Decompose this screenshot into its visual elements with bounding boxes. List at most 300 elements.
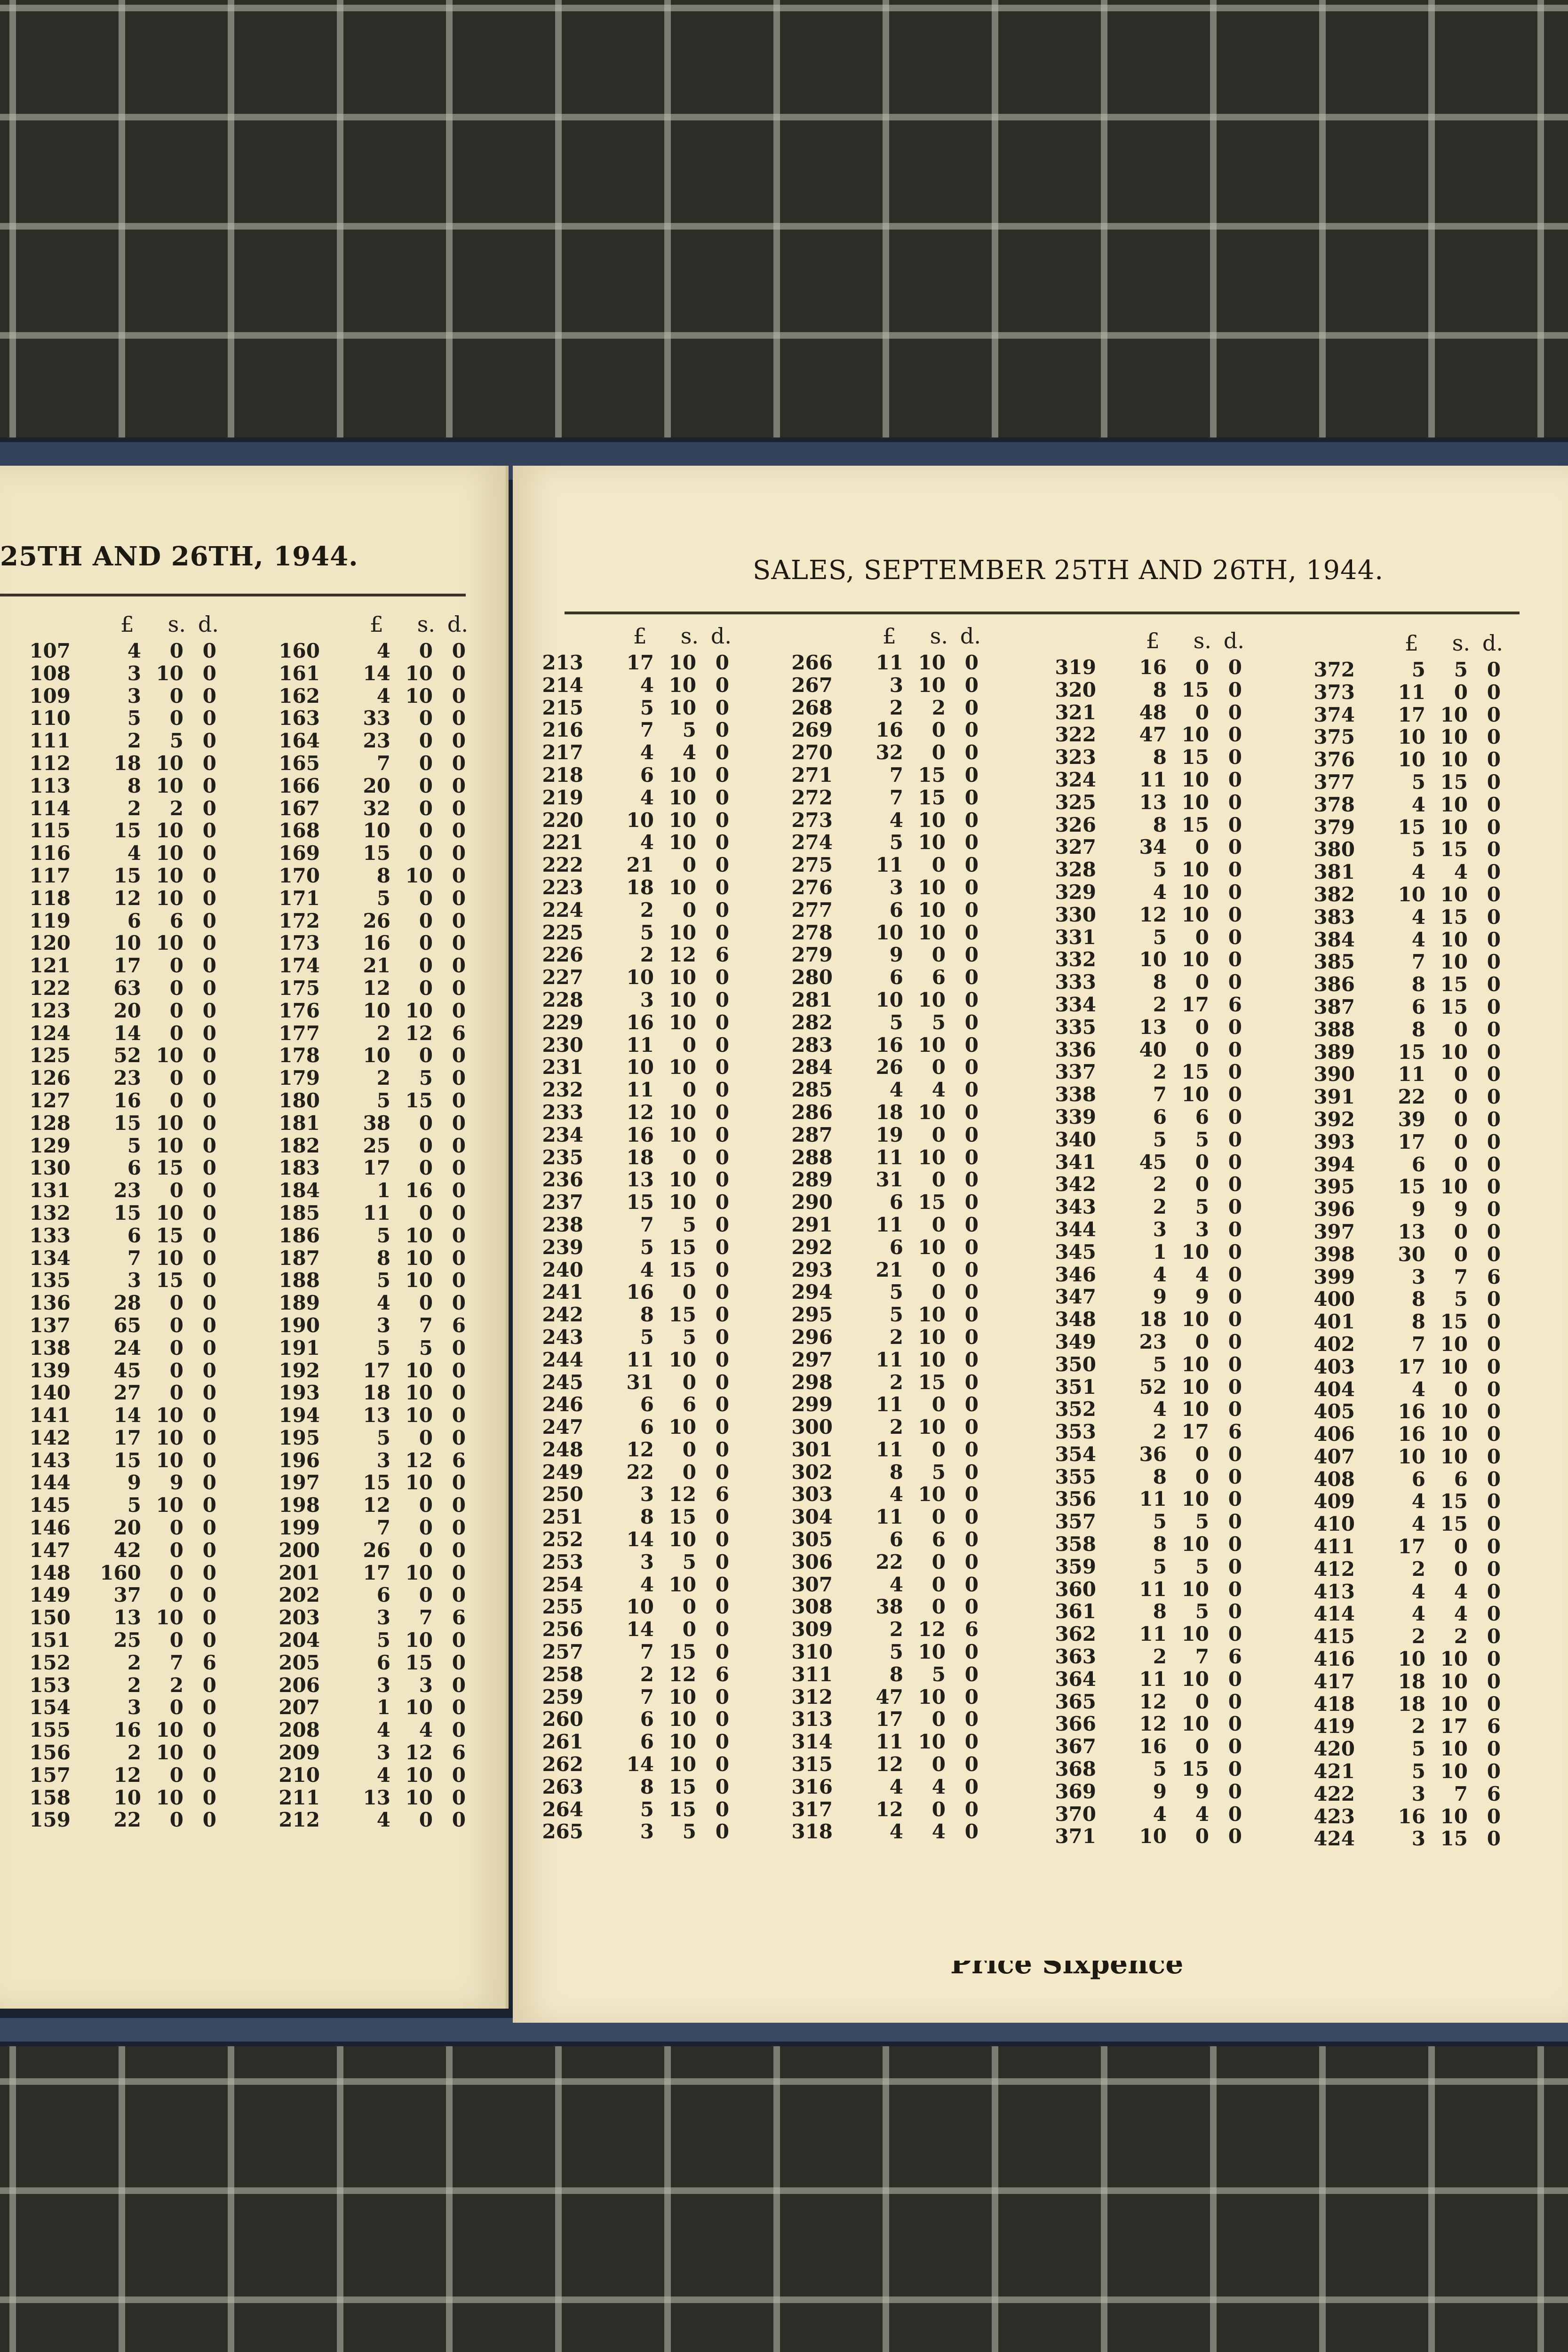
price-pence: 6 [1472,1715,1501,1738]
lot-row [1044,1151,1251,1174]
lot-number: 363 [1044,1645,1096,1668]
price-pounds: 14 [602,1528,654,1551]
price-pounds: 2 [1374,1558,1425,1581]
lot-row [19,1269,226,1292]
price-pounds: 12 [89,887,141,910]
price-pence: 0 [1472,1131,1501,1153]
price-pounds: 14 [339,662,390,685]
price-pounds: 11 [339,1202,390,1224]
lot-row [268,1089,475,1112]
lot-number: 205 [268,1652,320,1674]
price-pounds: 13 [1374,1221,1425,1243]
price-shillings: 10 [1430,816,1468,839]
price-pounds: 6 [339,1652,390,1674]
price-pounds: 12 [1115,1713,1167,1735]
lot-number: 228 [532,989,583,1011]
price-shillings: 0 [146,1809,183,1831]
lot-number: 207 [268,1696,320,1719]
lot-number: 148 [19,1562,71,1584]
lot-row [1044,836,1251,858]
price-pence: 0 [950,1191,979,1214]
lot-row [268,887,475,910]
price-pence: 6 [1214,1645,1242,1668]
price-pounds: 17 [339,1562,390,1584]
price-shillings: 10 [908,1034,946,1057]
price-pounds: 17 [602,652,654,674]
price-pence: 0 [701,1731,729,1753]
price-pounds: 5 [1374,1738,1425,1760]
price-pence: 0 [438,1517,466,1539]
lot-row [781,1731,988,1753]
lot-number: 391 [1303,1086,1355,1108]
lot-row [1303,726,1510,748]
price-pounds: 15 [339,1471,390,1494]
lot-row [1303,1693,1510,1716]
price-pounds: 8 [1115,1600,1167,1623]
price-pounds: 18 [1374,1693,1425,1716]
price-shillings: 0 [659,1034,696,1057]
price-pence: 0 [188,1787,216,1809]
price-pence: 0 [950,854,979,876]
price-pence: 0 [1214,1713,1242,1735]
price-pence: 0 [1472,1603,1501,1625]
price-pence: 0 [1472,1333,1501,1356]
lot-number: 316 [781,1776,833,1798]
lot-number: 236 [532,1168,583,1191]
price-pounds: 8 [339,865,390,887]
price-shillings: 5 [1430,1288,1468,1311]
lot-row [268,1292,475,1314]
lot-row [268,1269,475,1292]
price-pence: 0 [438,1000,466,1022]
lot-number: 141 [19,1404,71,1427]
lot-row [1044,723,1251,746]
price-pence: 0 [438,1382,466,1404]
price-pounds: 11 [852,1349,903,1371]
price-shillings: 4 [1430,1603,1468,1625]
lot-number: 206 [268,1674,320,1697]
lot-row [781,1686,988,1708]
price-pence: 0 [701,1056,729,1079]
price-shillings: 10 [146,932,183,954]
price-pence: 0 [950,1663,979,1686]
lot-number: 405 [1303,1400,1355,1423]
price-pounds: 10 [339,1000,390,1022]
price-pounds: 5 [1115,1510,1167,1533]
lot-row [1303,748,1510,771]
lot-row [1044,1398,1251,1421]
lot-number: 156 [19,1741,71,1764]
lot-number: 139 [19,1359,71,1382]
price-pence: 0 [950,899,979,922]
lot-number: 253 [532,1551,583,1573]
price-pounds: 5 [1374,659,1425,681]
price-shillings: 0 [1171,1016,1209,1039]
lot-row [268,1471,475,1494]
price-pence: 0 [188,1022,216,1045]
lot-number: 351 [1044,1376,1096,1398]
price-pounds: 6 [602,1708,654,1731]
price-pounds: 4 [1374,861,1425,883]
price-pounds: 11 [602,1349,654,1371]
lot-row [19,685,226,707]
lot-number: 241 [532,1281,583,1303]
lot-number: 208 [268,1719,320,1741]
lot-number: 343 [1044,1196,1096,1218]
lot-row [781,1663,988,1686]
lot-number: 113 [19,775,71,797]
lot-row [1303,929,1510,951]
price-shillings: 10 [1171,1241,1209,1263]
lot-number: 399 [1303,1266,1355,1288]
price-pence: 0 [188,1202,216,1224]
lot-number: 145 [19,1494,71,1517]
lot-number: 252 [532,1528,583,1551]
price-pence: 6 [188,1652,216,1674]
price-pence: 0 [950,1686,979,1708]
price-pounds: 14 [602,1753,654,1776]
lot-number: 390 [1303,1063,1355,1086]
lot-row [781,1236,988,1259]
price-shillings: 15 [146,1157,183,1179]
price-pounds: 5 [1374,1760,1425,1783]
lot-row [268,1562,475,1584]
lot-number: 275 [781,854,833,876]
price-shillings: 0 [395,1157,433,1179]
price-pounds: 2 [1115,1645,1167,1668]
price-pounds: 6 [89,1157,141,1179]
lot-number: 332 [1044,948,1096,971]
lot-row [532,1236,739,1259]
lot-number: 415 [1303,1625,1355,1648]
price-pounds: 6 [89,910,141,932]
price-pence: 0 [950,674,979,697]
price-pounds: 9 [852,944,903,966]
price-shillings: 0 [1430,681,1468,704]
price-pounds: 5 [852,1011,903,1034]
price-pence: 0 [438,1157,466,1179]
price-pounds: 8 [1115,971,1167,993]
price-pence: 0 [1214,701,1242,724]
price-shillings: 10 [146,662,183,685]
price-pence: 0 [950,1371,979,1394]
lot-row [1044,769,1251,791]
price-shillings: 4 [908,1820,946,1843]
price-pounds: 47 [852,1686,903,1708]
price-pence: 0 [438,910,466,932]
price-shillings: 10 [1171,881,1209,904]
shillings-heading: s. [407,612,435,637]
price-shillings: 10 [146,1044,183,1067]
lot-number: 387 [1303,996,1355,1018]
lot-number: 418 [1303,1693,1355,1716]
price-pence: 0 [701,1101,729,1124]
lot-row [19,1719,226,1741]
price-shillings: 10 [659,674,696,697]
price-pence: 6 [438,1606,466,1629]
price-shillings: 10 [908,1483,946,1506]
price-shillings: 10 [659,1124,696,1146]
price-pounds: 52 [89,1044,141,1067]
price-pounds: 36 [1115,1443,1167,1466]
price-pounds: 3 [339,1314,390,1337]
lot-row [19,1674,226,1697]
lot-row [268,1606,475,1629]
price-pounds: 10 [1374,1446,1425,1468]
price-pounds: 8 [339,1247,390,1270]
price-pence: 0 [701,1011,729,1034]
price-pounds: 6 [852,1191,903,1214]
lot-number: 235 [532,1146,583,1169]
price-shillings: 0 [146,685,183,707]
lot-row [19,865,226,887]
price-shillings: 10 [659,922,696,944]
price-pounds: 3 [1374,1266,1425,1288]
price-pounds: 5 [89,1494,141,1517]
lot-row [19,1539,226,1562]
lot-row [1044,1263,1251,1286]
lot-number: 338 [1044,1083,1096,1106]
lot-row [19,1471,226,1494]
left-header-rule [0,594,466,596]
price-pence: 0 [438,1337,466,1359]
price-pounds: 12 [89,1764,141,1787]
price-pounds: 26 [852,1056,903,1079]
price-pence: 0 [438,1674,466,1697]
price-pence: 0 [438,1809,466,1831]
price-pence: 0 [1472,951,1501,973]
lot-number: 181 [268,1112,320,1135]
price-shillings: 10 [395,1404,433,1427]
lot-row [1303,1153,1510,1176]
price-pounds: 3 [1115,1218,1167,1241]
price-shillings: 12 [395,1741,433,1764]
lot-number: 375 [1303,726,1355,748]
lot-row [1303,1243,1510,1266]
lot-row [268,1719,475,1741]
lot-row [268,1135,475,1157]
price-pence: 0 [188,1247,216,1270]
lot-number: 111 [19,730,71,752]
price-shillings: 0 [395,1809,433,1831]
price-pounds: 11 [852,1146,903,1169]
lot-number: 265 [532,1820,583,1843]
price-pounds: 16 [602,1281,654,1303]
lot-row [19,842,226,865]
price-pounds: 8 [1115,814,1167,836]
pence-heading: d. [953,623,981,649]
price-shillings: 0 [146,1292,183,1314]
price-pence: 0 [701,809,729,832]
lot-number: 400 [1303,1288,1355,1311]
price-pence: 0 [701,1079,729,1101]
lot-number: 203 [268,1606,320,1629]
price-pence: 0 [701,876,729,899]
price-shillings: 0 [659,899,696,922]
pence-heading: d. [1475,630,1503,656]
price-pounds: 26 [339,910,390,932]
price-pounds: 5 [339,1427,390,1449]
lot-rows [781,652,988,1843]
lot-row [1044,1218,1251,1241]
lot-row [1044,1735,1251,1758]
lot-number: 262 [532,1753,583,1776]
price-pounds: 10 [89,932,141,954]
price-pounds: 4 [602,831,654,854]
price-shillings: 0 [908,1596,946,1618]
lot-row [1044,881,1251,904]
lot-number: 161 [268,662,320,685]
price-shillings: 2 [146,797,183,820]
price-pence: 0 [188,1539,216,1562]
price-pounds: 13 [339,1787,390,1809]
price-pounds: 5 [602,1798,654,1821]
price-pounds: 4 [339,640,390,662]
price-shillings: 2 [908,697,946,719]
lot-row [1044,904,1251,926]
price-pounds: 8 [1374,1288,1425,1311]
lot-number: 382 [1303,883,1355,906]
lot-number: 268 [781,697,833,719]
price-shillings: 0 [908,1753,946,1776]
price-pence: 0 [1472,1558,1501,1581]
lot-number: 263 [532,1776,583,1798]
lot-row [1044,1488,1251,1510]
price-shillings: 6 [146,910,183,932]
lot-row [781,1461,988,1484]
price-pence: 0 [1214,1151,1242,1174]
lot-number: 322 [1044,723,1096,746]
lot-row [781,1371,988,1394]
price-pounds: 4 [852,1820,903,1843]
price-pounds: 11 [1115,1623,1167,1645]
price-shillings: 10 [146,1787,183,1809]
lot-number: 386 [1303,973,1355,996]
price-pence: 0 [701,1753,729,1776]
price-shillings: 10 [395,1382,433,1404]
price-shillings: 0 [908,1393,946,1416]
price-pence: 0 [1472,816,1501,839]
price-pence: 0 [701,1438,729,1461]
price-shillings: 15 [395,1089,433,1112]
price-pounds: 23 [1115,1331,1167,1353]
price-shillings: 10 [1430,1400,1468,1423]
lot-row [532,831,739,854]
price-pence: 0 [188,640,216,662]
lot-number: 125 [19,1044,71,1067]
lot-row [1303,1221,1510,1243]
lot-number: 331 [1044,926,1096,949]
price-pence: 0 [438,752,466,775]
lot-number: 131 [19,1179,71,1202]
price-pence: 0 [1214,1735,1242,1758]
price-pence: 0 [188,1067,216,1089]
price-pence: 0 [1214,1623,1242,1645]
price-pounds: 11 [852,1438,903,1461]
price-pence: 0 [188,1157,216,1179]
price-pounds: 3 [1374,1783,1425,1805]
lot-number: 108 [19,662,71,685]
price-column-1 [19,612,226,1882]
price-pence: 0 [701,1641,729,1663]
lot-number: 339 [1044,1106,1096,1128]
price-pence: 0 [1472,973,1501,996]
lot-number: 393 [1303,1131,1355,1153]
price-pounds: 6 [852,899,903,922]
price-pence: 0 [950,831,979,854]
lot-row [19,1089,226,1112]
lot-number: 237 [532,1191,583,1214]
lot-row [19,1044,226,1067]
price-pence: 0 [701,741,729,764]
price-shillings: 10 [1430,1423,1468,1446]
lot-row [268,752,475,775]
price-pounds: 15 [89,1202,141,1224]
price-pence: 0 [1472,861,1501,883]
lot-number: 162 [268,685,320,707]
price-pounds: 16 [852,719,903,741]
price-pence: 0 [188,775,216,797]
price-shillings: 15 [659,1798,696,1821]
lot-number: 154 [19,1696,71,1719]
price-shillings: 12 [659,944,696,966]
price-pence: 0 [1472,794,1501,816]
price-shillings: 0 [1171,1039,1209,1061]
price-pence: 0 [701,1259,729,1281]
price-pence: 0 [188,797,216,820]
price-pounds: 12 [339,977,390,1000]
lot-row [532,1146,739,1169]
lot-row [19,1000,226,1022]
lot-row [781,1573,988,1596]
price-pence: 0 [1214,1556,1242,1578]
lot-number: 377 [1303,771,1355,794]
column-headings [532,623,739,647]
lot-row [1044,1308,1251,1331]
price-shillings: 0 [395,887,433,910]
price-pounds: 3 [1374,1828,1425,1850]
lot-number: 383 [1303,906,1355,929]
lot-number: 360 [1044,1578,1096,1601]
price-pounds: 7 [1115,1083,1167,1106]
lot-row [781,1349,988,1371]
price-pence: 0 [701,1461,729,1484]
lot-number: 196 [268,1449,320,1472]
lot-number: 306 [781,1551,833,1573]
lot-number: 396 [1303,1198,1355,1221]
lot-row [781,1483,988,1506]
lot-number: 367 [1044,1735,1096,1758]
lot-number: 414 [1303,1603,1355,1625]
price-shillings: 10 [146,1606,183,1629]
lot-number: 190 [268,1314,320,1337]
price-shillings: 15 [1430,996,1468,1018]
price-shillings: 10 [659,1528,696,1551]
lot-row [19,662,226,685]
price-pounds: 18 [1374,1670,1425,1693]
price-pence: 0 [188,819,216,842]
lot-number: 116 [19,842,71,865]
lot-number: 115 [19,819,71,842]
lot-row [1044,656,1251,679]
lot-row [268,1539,475,1562]
lot-number: 201 [268,1562,320,1584]
price-pence: 0 [950,1101,979,1124]
lot-row [1303,973,1510,996]
price-shillings: 0 [146,640,183,662]
price-pence: 0 [438,1652,466,1674]
lot-number: 273 [781,809,833,832]
